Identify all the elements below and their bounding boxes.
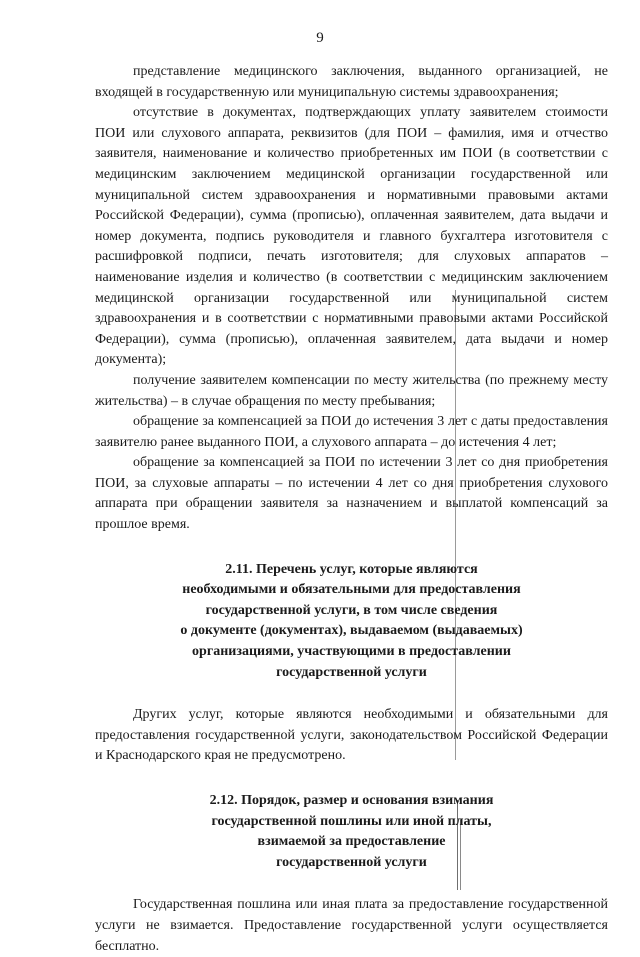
- paragraph: отсутствие в документах, подтверждающих уплату заявителем стоимости ПОИ или слухового аппарата, реквизитов (для ПОИ – фамилия, имя и отчество заявителя, наименование и количество приобретенных им ПОИ (в соответствии с медицинским заключением медицинской организации государственной или муниципальной систем здравоохранения и нормативными правовыми актами Российской Федерации), сумма (прописью), оплаченная заявителем, дата выдачи и номер документа, подпись руководителя и главного бухгалтера изготовителя с расшифровкой подписи, печать изготовителя; для слуховых аппаратов – наименование изделия и количество (в соответствии с медицинским заключением медицинской организации государственной или муниципальной систем здравоохранения и в соответствии с нормативными правовыми актами Российской Федерации), сумма (прописью), оплаченная заявителем, дата выдачи и номер документа);: [95, 105, 608, 368]
- section-heading-2-11: [95, 560, 608, 684]
- heading-line: государственной услуги, в том числе сведения: [205, 602, 498, 618]
- heading-line: государственной пошлины или иной платы,: [211, 813, 492, 829]
- page-number: 9: [316, 30, 324, 46]
- heading-line: государственной услуги: [276, 854, 427, 870]
- section-2-11-text: Других услуг, которые являются необходимыми и обязательными для предоставления государственной услуги, законодательством Российской Федерации и Краснодарского края не предусмотрено.: [95, 707, 608, 764]
- heading-line: взимаемой за предоставление: [257, 834, 446, 850]
- heading-line: о документе (документах), выдаваемом (выдаваемых): [180, 623, 523, 639]
- section-2-12-text: Государственная пошлина или иная плата за предоставление государственной услуги не взимается. Предоставление государственной услуги осуществляется бесплатно.: [95, 897, 608, 954]
- heading-line: 2.12. Порядок, размер и основания взимания: [209, 793, 494, 808]
- paragraph: обращение за компенсацией за ПОИ до истечения 3 лет с даты предоставления заявителю ранее выданного ПОИ, а слухового аппарата – до истечения 4 лет;: [95, 414, 608, 450]
- paragraph: обращение за компенсацией за ПОИ по истечении 3 лет со дня приобретения ПОИ, за слуховые аппараты – по истечении 4 лет со дня приобретения слухового аппарата при обращении заявителя за назначением и выплатой компенсаций за прошлое время.: [95, 455, 608, 533]
- paragraph: получение заявителем компенсации по месту жительства (по прежнему месту жительства) – в случае обращения по месту пребывания;: [95, 372, 608, 409]
- heading-line: организациями, участвующими в предоставлении: [192, 644, 511, 660]
- section-heading-2-12: [95, 791, 608, 873]
- heading-line: необходимыми и обязательными для предоставления: [182, 582, 521, 598]
- heading-line: 2.11. Перечень услуг, которые являются: [225, 561, 478, 577]
- document-body: [95, 62, 608, 957]
- paragraph: представление медицинского заключения, выданного организацией, не входящей в государственную или муниципальную системы здравоохранения;: [95, 64, 608, 100]
- heading-line: государственной услуги: [276, 664, 427, 680]
